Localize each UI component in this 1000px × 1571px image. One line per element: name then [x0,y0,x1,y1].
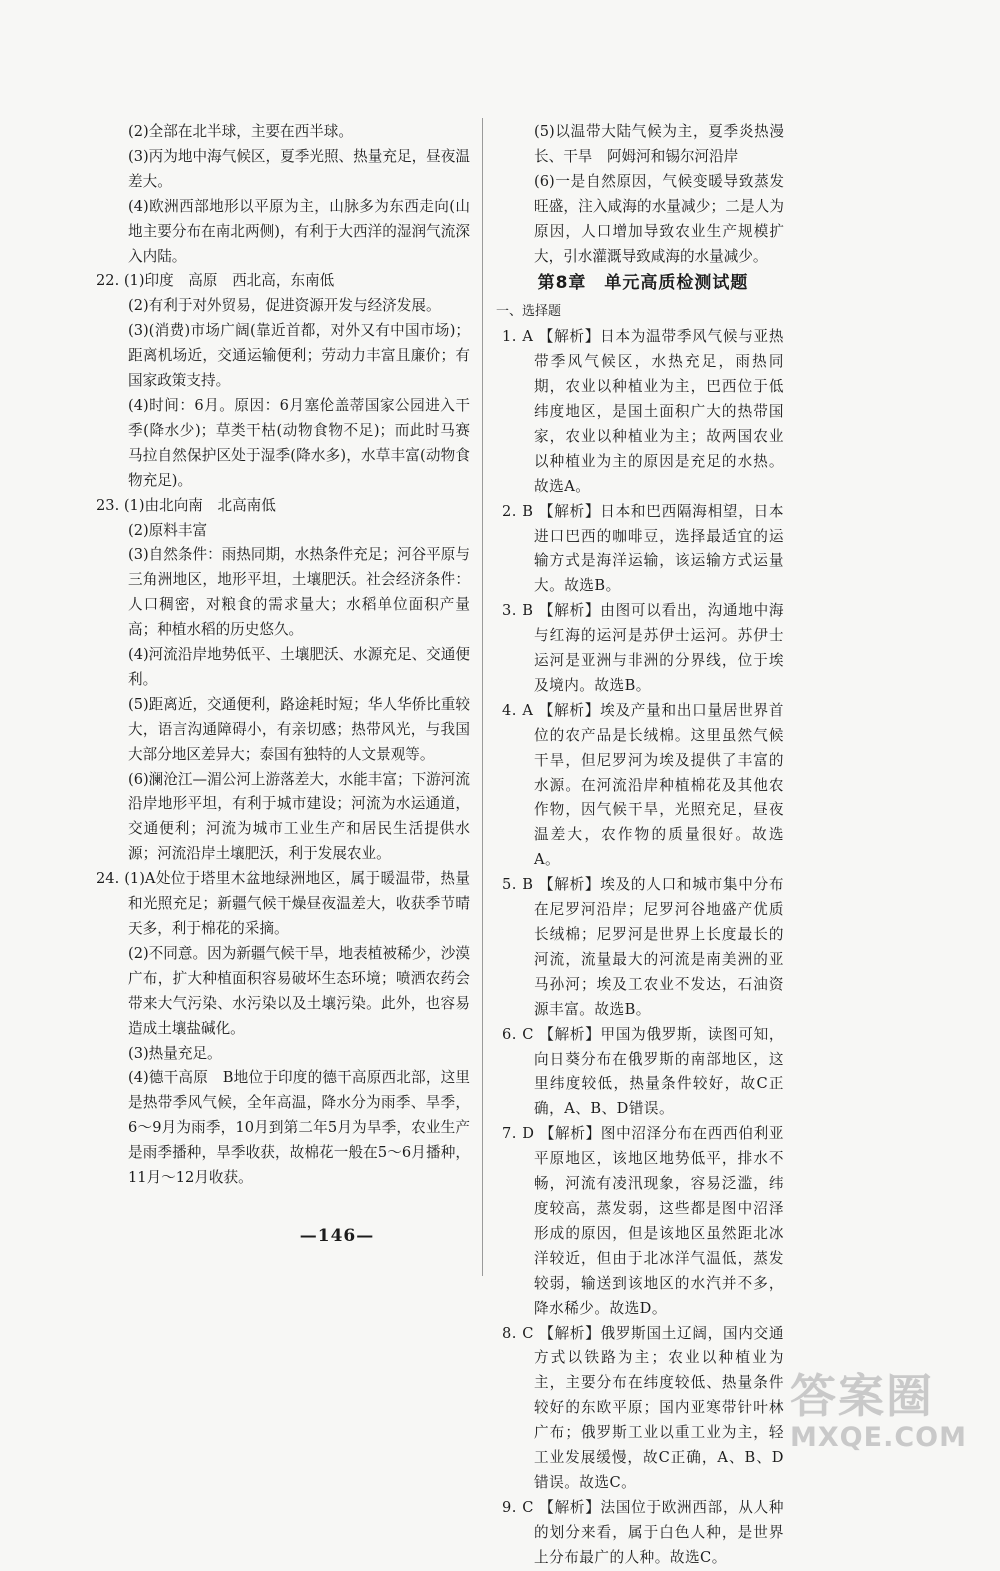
right-column [496,120,784,1571]
answer-paragraph: 3. B 【解析】由图可以看出，沟通地中海与红海的运河是苏伊士运河。苏伊士运河是亚洲与非洲的分界线，位于埃及境内。故选B。 [502,602,784,694]
right-column-continued-answers [502,120,784,269]
page-number: —146— [299,1226,375,1246]
watermark-en: MXQE.COM [790,1422,967,1453]
answer-paragraph: (4)欧洲西部地形以平原为主，山脉多为东西走向(山地主要分布在南北两侧)，有利于大西洋的湿润气流深入内陆。 [128,197,470,265]
answer-paragraph: 9. C 【解析】法国位于欧洲西部，从人种的划分来看，属于白色人种，是世界上分布最广的人种。故选C。 [502,1498,784,1566]
watermark-cn: 答案圈 [790,1369,934,1423]
answer-paragraph: (2)不同意。因为新疆气候干旱，地表植被稀少，沙漠广布，扩大种植面积容易破坏生态环境；喷洒农药会带来大气污染、水污染以及土壤污染。此外，也容易造成土壤盐碱化。 [128,944,470,1037]
answer-paragraph: (4)河流沿岸地势低平、土壤肥沃、水源充足、交通便利。 [128,646,470,688]
answer-paragraph: 1. A 【解析】日本为温带季风气候与亚热带季风气候区，水热充足，雨热同期，农业以种植业为主，巴西位于低纬度地区，是国土面积广大的热带国家，农业以种植业为主；故两国农业以种植业为主的原因是充足的水热。故选A。 [502,328,784,495]
answer-paragraph: (3)(消费)市场广阔(靠近首都，对外又有中国市场)；距离机场近，交通运输便利；劳动力丰富且廉价；有国家政策支持。 [128,322,470,390]
answer-paragraph: (3)丙为地中海气候区，夏季光照、热量充足，昼夜温差大。 [128,147,470,190]
section-heading: 一、选择题 [496,304,562,320]
answer-paragraph: (3)自然条件：雨热同期，水热条件充足；河谷平原与三角洲地区，地形平坦，土壤肥沃。社会经济条件：人口稠密，对粮食的需求量大；水稻单位面积产量高；种植水稻的历史悠久。 [128,546,470,639]
answer-paragraph: (4)德干高原 B地位于印度的德干高原西北部，这里是热带季风气候，全年高温，降水分为雨季、旱季，6～9月为雨季，10月到第二年5月为旱季，农业生产是雨季播种，旱季收获，故棉花一般在5～6月播种，11月～12月收获。 [128,1069,470,1187]
answer-paragraph: (3)热量充足。 [128,1044,222,1062]
answer-paragraph: 22. (1)印度 高原 西北高，东南低 [96,272,335,290]
answer-paragraph: (2)有利于对外贸易，促进资源开发与经济发展。 [128,297,441,315]
left-column [96,120,470,1191]
answer-paragraph: (6)澜沧江—湄公河上游落差大，水能丰富；下游河流沿岸地形平坦，有利于城市建设；河流为水运通道，交通便利；河流为城市工业生产和居民生活提供水源；河流沿岸土壤肥沃，利于发展农业。 [128,770,470,863]
answer-paragraph: (4)时间：6月。原因：6月塞伦盖蒂国家公园进入干季(降水少)；草类干枯(动物食物不足)；而此时马赛马拉自然保护区处于湿季(降水多)，水草丰富(动物食物充足)。 [128,396,470,489]
column-divider [482,118,483,1276]
answer-paragraph: (2)原料丰富 [128,521,208,539]
multiple-choice-answers [502,325,784,1570]
watermark-logo [790,1370,990,1465]
answer-paragraph: (2)全部在北半球，主要在西半球。 [128,123,353,140]
answer-paragraph: 23. (1)由北向南 北高南低 [96,496,276,514]
answer-paragraph: 6. C 【解析】甲国为俄罗斯，读图可知，向日葵分布在俄罗斯的南部地区，这里纬度较低，热量条件较好，故C正确，A、B、D错误。 [502,1025,784,1118]
answer-paragraph: 2. B 【解析】日本和巴西隔海相望，日本进口巴西的咖啡豆，选择最适宜的运输方式是海洋运输，该运输方式运量大。故选B。 [502,502,784,595]
chapter-title: 第8章 单元高质检测试题 [537,273,749,294]
answer-paragraph: 4. A 【解析】埃及产量和出口量居世界首位的农产品是长绒棉。这里虽然气候干旱，但尼罗河为埃及提供了丰富的水源。在河流沿岸种植棉花及其他农作物，因气候干旱，光照充足，昼夜温差大，农作物的质量很好。故选A。 [502,701,784,869]
answer-paragraph: (6)一是自然原因，气候变暖导致蒸发旺盛，注入咸海的水量减少；二是人为原因，人口增加导致农业生产规模扩大，引水灌溉导致咸海的水量减少。 [534,172,784,265]
answer-paragraph: 5. B 【解析】埃及的人口和城市集中分布在尼罗河沿岸；尼罗河谷地盛产优质长绒棉；尼罗河是世界上长度最长的河流，流量最大的河流是南美洲的亚马孙河；埃及工农业不发达，石油资源丰富。故选B。 [502,876,784,1018]
answer-paragraph: (5)以温带大陆气候为主，夏季炎热漫长、干旱 阿姆河和锡尔河沿岸 [534,123,784,165]
answer-paragraph: 8. C 【解析】俄罗斯国土辽阔，国内交通方式以铁路为主；农业以种植业为主，主要分布在纬度较低、热量条件较好的东欧平原；国内亚寒带针叶林广布；俄罗斯工业以重工业为主，轻工业发展缓慢，故C正确，A、B、D错误。故选C。 [502,1324,784,1491]
answer-paragraph: 7. D 【解析】图中沼泽分布在西西伯利亚平原地区，该地区地势低平，排水不畅，河流有凌汛现象，容易泛滥，纬度较高，蒸发弱，这些都是图中沼泽形成的原因，但是该地区虽然距北冰洋较近，但由于北冰洋气温低，蒸发较弱，输送到该地区的水汽并不多，降水稀少。故选D。 [502,1125,784,1317]
answer-paragraph: 24. (1)A处位于塔里木盆地绿洲地区，属于暖温带，热量和光照充足；新疆气候干燥昼夜温差大，收获季节晴天多，利于棉花的采摘。 [96,870,470,937]
answer-paragraph: (5)距离近，交通便利，路途耗时短；华人华侨比重较大，语言沟通障碍小，有亲切感；热带风光，与我国大部分地区差异大；泰国有独特的人文景观等。 [128,695,470,763]
